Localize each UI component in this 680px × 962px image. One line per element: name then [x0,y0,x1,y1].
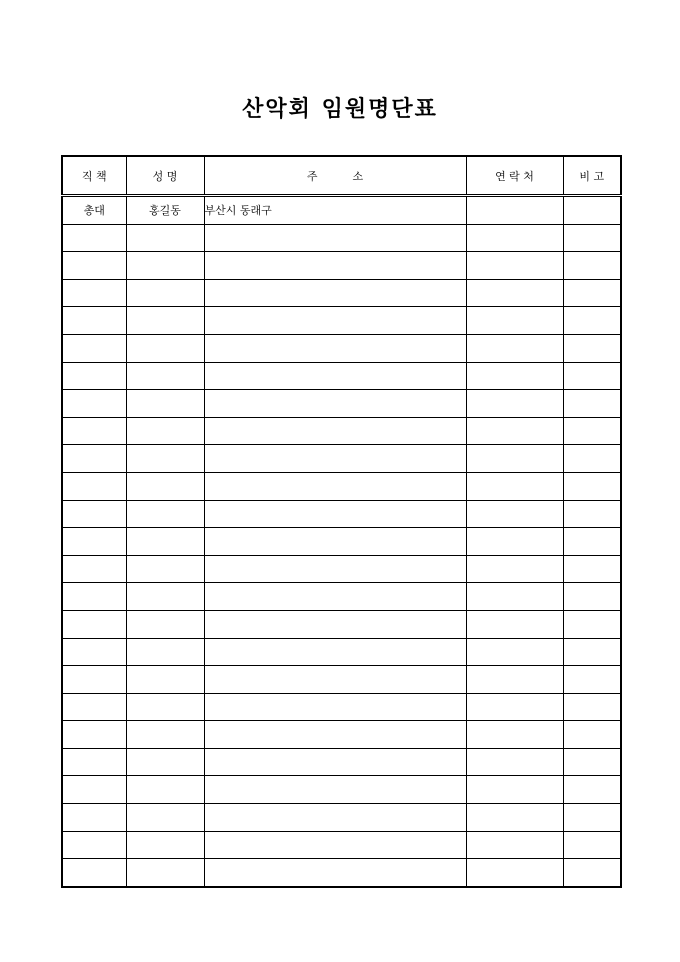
cell-address[interactable] [204,583,466,611]
cell-note[interactable] [563,555,621,583]
cell-address[interactable] [204,666,466,694]
cell-name[interactable] [126,804,204,832]
cell-note[interactable] [563,445,621,473]
cell-name[interactable] [126,638,204,666]
cell-name[interactable] [126,666,204,694]
cell-note[interactable] [563,831,621,859]
cell-address[interactable] [204,390,466,418]
cell-position[interactable] [62,252,126,280]
table-row [62,362,621,390]
cell-position[interactable] [62,831,126,859]
table-header-row [62,156,621,196]
cell-note[interactable] [563,721,621,749]
cell-note[interactable] [563,196,621,225]
cell-address[interactable] [204,500,466,528]
header-note: 비 고 [563,156,621,196]
cell-name[interactable] [126,472,204,500]
cell-note[interactable] [563,417,621,445]
cell-position[interactable] [62,610,126,638]
table-row [62,666,621,694]
cell-name[interactable] [126,252,204,280]
cell-position[interactable] [62,638,126,666]
cell-contact[interactable] [466,224,563,252]
cell-position[interactable] [62,776,126,804]
cell-contact[interactable] [466,583,563,611]
cell-position[interactable] [62,583,126,611]
cell-note[interactable] [563,500,621,528]
table-row [62,638,621,666]
cell-contact[interactable] [466,693,563,721]
cell-contact[interactable] [466,417,563,445]
cell-position[interactable] [62,224,126,252]
cell-name[interactable] [126,583,204,611]
table-row [62,390,621,418]
cell-note[interactable] [563,279,621,307]
table-row [62,555,621,583]
table-row [62,500,621,528]
cell-address[interactable] [204,334,466,362]
table-body [62,196,621,887]
cell-note[interactable] [563,362,621,390]
cell-contact[interactable] [466,279,563,307]
cell-note[interactable] [563,224,621,252]
cell-name[interactable] [126,362,204,390]
table-row [62,307,621,335]
cell-name[interactable]: 홍길동 [126,196,204,225]
cell-address[interactable] [204,555,466,583]
cell-name[interactable] [126,224,204,252]
table-row [62,472,621,500]
cell-name[interactable] [126,859,204,887]
cell-address[interactable] [204,472,466,500]
cell-contact[interactable] [466,859,563,887]
cell-name[interactable] [126,279,204,307]
cell-contact[interactable] [466,362,563,390]
cell-address[interactable] [204,776,466,804]
table-row [62,776,621,804]
cell-address[interactable] [204,831,466,859]
table-row [62,279,621,307]
cell-name[interactable] [126,610,204,638]
cell-address[interactable] [204,224,466,252]
cell-contact[interactable] [466,721,563,749]
cell-name[interactable] [126,748,204,776]
cell-name[interactable] [126,307,204,335]
table-row [62,196,621,225]
table-row [62,252,621,280]
cell-name[interactable] [126,555,204,583]
cell-note[interactable] [563,390,621,418]
cell-contact[interactable] [466,334,563,362]
table-row [62,831,621,859]
cell-name[interactable] [126,528,204,556]
cell-name[interactable] [126,693,204,721]
cell-contact[interactable] [466,445,563,473]
table-row [62,583,621,611]
cell-position[interactable] [62,417,126,445]
cell-position[interactable] [62,748,126,776]
cell-contact[interactable] [466,666,563,694]
cell-note[interactable] [563,307,621,335]
cell-note[interactable] [563,776,621,804]
cell-name[interactable] [126,445,204,473]
cell-note[interactable] [563,693,621,721]
table-row [62,693,621,721]
cell-contact[interactable] [466,528,563,556]
cell-position[interactable] [62,666,126,694]
cell-note[interactable] [563,610,621,638]
cell-position[interactable] [62,804,126,832]
cell-contact[interactable] [466,472,563,500]
header-address: 주 소 [204,156,466,196]
cell-position[interactable] [62,528,126,556]
header-name: 성 명 [126,156,204,196]
cell-note[interactable] [563,638,621,666]
cell-address[interactable] [204,693,466,721]
table-row [62,859,621,887]
cell-address[interactable] [204,307,466,335]
cell-contact[interactable] [466,638,563,666]
cell-note[interactable] [563,748,621,776]
cell-address[interactable] [204,445,466,473]
cell-name[interactable] [126,500,204,528]
cell-name[interactable] [126,776,204,804]
cell-note[interactable] [563,334,621,362]
cell-note[interactable] [563,859,621,887]
cell-address[interactable]: 부산시 동래구 [204,196,466,225]
cell-position[interactable] [62,334,126,362]
cell-name[interactable] [126,417,204,445]
header-position: 직 책 [62,156,126,196]
cell-contact[interactable] [466,555,563,583]
table-row [62,528,621,556]
cell-position[interactable]: 총대 [62,196,126,225]
cell-contact[interactable] [466,831,563,859]
cell-note[interactable] [563,528,621,556]
cell-note[interactable] [563,666,621,694]
table-row [62,804,621,832]
cell-address[interactable] [204,528,466,556]
cell-address[interactable] [204,638,466,666]
cell-address[interactable] [204,362,466,390]
cell-name[interactable] [126,334,204,362]
cell-contact[interactable] [466,307,563,335]
header-contact: 연 락 처 [466,156,563,196]
cell-contact[interactable] [466,610,563,638]
cell-address[interactable] [204,859,466,887]
cell-position[interactable] [62,500,126,528]
cell-address[interactable] [204,252,466,280]
cell-position[interactable] [62,472,126,500]
cell-address[interactable] [204,279,466,307]
cell-name[interactable] [126,831,204,859]
table-row [62,334,621,362]
cell-contact[interactable] [466,776,563,804]
cell-position[interactable] [62,307,126,335]
cell-contact[interactable] [466,748,563,776]
cell-address[interactable] [204,721,466,749]
table-row [62,224,621,252]
table-row [62,721,621,749]
cell-name[interactable] [126,390,204,418]
cell-address[interactable] [204,804,466,832]
cell-contact[interactable] [466,500,563,528]
table-row [62,417,621,445]
table-row [62,610,621,638]
cell-address[interactable] [204,610,466,638]
cell-position[interactable] [62,693,126,721]
cell-address[interactable] [204,748,466,776]
officer-roster-table [61,155,622,888]
cell-contact[interactable] [466,390,563,418]
cell-note[interactable] [563,472,621,500]
cell-contact[interactable] [466,804,563,832]
cell-note[interactable] [563,583,621,611]
cell-name[interactable] [126,721,204,749]
table-row [62,445,621,473]
cell-contact[interactable] [466,196,563,225]
cell-note[interactable] [563,252,621,280]
page-title: 산악회 임원명단표 [242,97,438,122]
table-row [62,748,621,776]
cell-position[interactable] [62,279,126,307]
cell-address[interactable] [204,417,466,445]
cell-position[interactable] [62,362,126,390]
cell-position[interactable] [62,555,126,583]
cell-contact[interactable] [466,252,563,280]
cell-note[interactable] [563,804,621,832]
cell-position[interactable] [62,859,126,887]
cell-position[interactable] [62,390,126,418]
cell-position[interactable] [62,721,126,749]
cell-position[interactable] [62,445,126,473]
